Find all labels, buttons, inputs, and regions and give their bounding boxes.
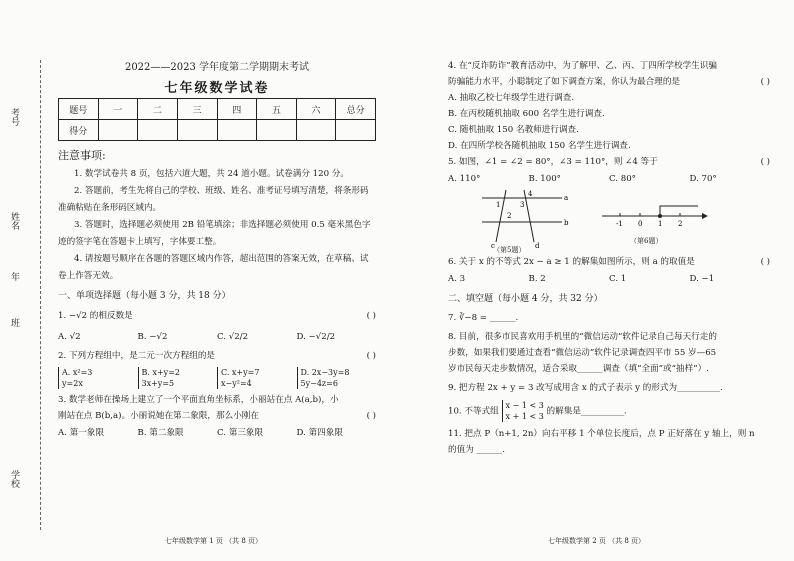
q3-options bbox=[58, 424, 376, 442]
q6-option: C. 1 bbox=[609, 274, 627, 284]
side-label-grade: 年 bbox=[9, 272, 19, 281]
q2-option bbox=[58, 367, 138, 389]
notes-title: 注意事项: bbox=[58, 149, 106, 162]
footer-left: 七年级数学第 1 页 （共 8 页） bbox=[165, 537, 263, 545]
eq-line: A. x²=3 bbox=[62, 368, 93, 377]
q3-answer-paren: ( ) bbox=[366, 411, 376, 421]
q5-option: A. 110° bbox=[448, 174, 481, 184]
note-item: 3. 答题时，选择题必须使用 2B 铅笔填涂；非选择题必须使用 0.5 毫米黑色字迹的签字笔在答题卡上填写，字体要工整。 bbox=[58, 220, 371, 247]
eq-line: 5y−4z=6 bbox=[300, 379, 338, 388]
score-blank[interactable] bbox=[257, 120, 297, 141]
q3-option: A. 第一象限 bbox=[58, 428, 105, 438]
tick-label: 0 bbox=[638, 220, 643, 228]
score-cell: 六 bbox=[296, 99, 336, 120]
q1-option: D. −√2/2 bbox=[296, 332, 336, 342]
question-7: 7. ∛−8 = ______. bbox=[448, 313, 519, 323]
solution-ray bbox=[660, 206, 698, 216]
score-cell: 二 bbox=[138, 99, 178, 120]
q4-option: D. 在四所学校各随机抽取 150 名学生进行调查. bbox=[448, 141, 631, 151]
eq-line: 3x+y=5 bbox=[141, 379, 175, 388]
q1-option: B. −√2 bbox=[137, 332, 168, 342]
q8-line3: 岁市民每天走步数情况，适合采取______调查（填“全面”或“抽样”）. bbox=[448, 364, 709, 374]
score-blank[interactable] bbox=[138, 120, 178, 141]
exam-heading: 2022——2023 学年度第二学期期末考试 bbox=[124, 62, 310, 73]
q4-option: A. 抽取乙校七年级学生进行调查. bbox=[448, 93, 575, 103]
q3-stem-line1: 3. 数学老师在操场上建立了一个平面直角坐标系，小丽站在点 A(a,b)，小 bbox=[58, 395, 339, 405]
question-4 bbox=[448, 74, 770, 90]
q3-option: C. 第三象限 bbox=[217, 428, 264, 438]
tick-label: -1 bbox=[616, 220, 623, 228]
q5-stem: 5. 如图，∠1 = ∠2 = 80°，∠3 = 110°，则 ∠4 等于 bbox=[448, 157, 658, 167]
q6-stem: 6. 关于 x 的不等式 2x − a ≥ 1 的解集如图所示，则 a 的取值是 bbox=[448, 257, 695, 267]
q6-answer-paren: ( ) bbox=[760, 257, 770, 267]
score-cell: 四 bbox=[217, 99, 257, 120]
eq-line: C. x+y=7 bbox=[221, 368, 260, 377]
binding-margin bbox=[0, 0, 52, 561]
label-b: b bbox=[564, 219, 569, 227]
question-3 bbox=[58, 408, 376, 424]
figures-area bbox=[448, 188, 770, 254]
q5-option: B. 100° bbox=[528, 174, 561, 184]
q1-answer-paren: ( ) bbox=[366, 311, 376, 321]
figure-6-numberline bbox=[598, 202, 708, 232]
question-9: 9. 把方程 2x + y = 3 改写成用含 x 的式子表示 y 的形式为__________. bbox=[448, 383, 723, 393]
q6-option: A. 3 bbox=[448, 274, 466, 284]
q2-stem: 2. 下列方程组中，是二元一次方程组的是 bbox=[58, 351, 216, 361]
section-2-title: 二、填空题（每小题 4 分，共 32 分） bbox=[448, 294, 603, 304]
note-item: 4. 请按题号顺序在各题的答题区域内作答，超出范围的答案无效，在草稿、试卷上作答无效。 bbox=[58, 254, 369, 281]
eq-line: B. x+y=2 bbox=[141, 368, 180, 377]
label-a: a bbox=[564, 194, 569, 202]
score-blank[interactable] bbox=[177, 120, 217, 141]
score-blank[interactable] bbox=[296, 120, 336, 141]
label-d: d bbox=[535, 242, 540, 250]
figure-6-caption: （第6题） bbox=[630, 237, 663, 245]
q4-stem-line1: 4. 在“反诈防诈”教育活动中，为了解甲、乙、丙、丁四所学校学生识骗 bbox=[448, 61, 717, 71]
q2-answer-paren: ( ) bbox=[366, 351, 376, 361]
q11-line1: 11. 把点 P（n+1, 2n）向右平移 1 个单位长度后，点 P 正好落在 y 轴上，则 n bbox=[448, 429, 755, 439]
axis-arrow bbox=[702, 213, 708, 219]
score-cell: 题号 bbox=[59, 99, 99, 120]
score-row-header bbox=[59, 99, 376, 120]
question-10 bbox=[448, 400, 770, 422]
q5-answer-paren: ( ) bbox=[760, 157, 770, 167]
q11-line2: 的值为 ______. bbox=[448, 445, 506, 455]
q4-option: B. 在丙校随机抽取 600 名学生进行调查. bbox=[448, 109, 605, 119]
q3-option: D. 第四象限 bbox=[296, 428, 343, 438]
q5-option: D. 70° bbox=[689, 174, 717, 184]
question-5 bbox=[448, 154, 770, 170]
note-item: 2. 答题前，考生先将自己的学校、班级、姓名、准考证号填写清楚，将条形码准确粘贴在条形码区域内。 bbox=[58, 186, 369, 213]
angle-1: 1 bbox=[496, 201, 501, 209]
score-cell: 五 bbox=[257, 99, 297, 120]
q1-option: A. √2 bbox=[58, 332, 81, 342]
note-item: 1. 数学试卷共 8 页，包括六道大题，共 24 道小题。试卷满分 120 分。 bbox=[74, 169, 349, 179]
score-blank[interactable] bbox=[217, 120, 257, 141]
score-cell: 一 bbox=[98, 99, 138, 120]
q10-pre: 10. 不等式组 bbox=[448, 406, 499, 417]
inequality-system bbox=[502, 400, 544, 422]
score-table bbox=[58, 98, 376, 141]
score-cell: 总分 bbox=[336, 99, 376, 120]
q3-stem-line2: 刚站在点 B(b,a)。小丽说她在第二象限，那么小刚在 bbox=[58, 411, 259, 421]
side-label-class: 班 bbox=[9, 318, 19, 327]
q6-option: D. −1 bbox=[689, 274, 715, 284]
tick-label: 1 bbox=[658, 220, 663, 228]
q4-option: C. 随机抽取 150 名教师进行调查. bbox=[448, 125, 579, 135]
equation-system bbox=[58, 367, 92, 389]
score-cell: 得分 bbox=[59, 120, 99, 141]
q5-option: C. 80° bbox=[609, 174, 636, 184]
equation-system bbox=[217, 367, 259, 389]
figure-5-caption: （第5题） bbox=[493, 246, 526, 254]
eq-line: D. 2x−3y=8 bbox=[300, 368, 350, 377]
angle-2: 2 bbox=[507, 212, 512, 220]
q6-options bbox=[448, 270, 770, 288]
angle-3: 3 bbox=[520, 201, 525, 209]
ineq-line: x − 1 < 3 bbox=[505, 401, 544, 410]
label-c: c bbox=[491, 242, 495, 250]
question-6 bbox=[448, 254, 770, 270]
footer-right: 七年级数学第 2 页 （共 8 页） bbox=[548, 537, 646, 545]
angle-4: 4 bbox=[528, 190, 533, 198]
q4-stem-line2: 防骗能力水平，小聪制定了如下调查方案，你认为最合理的是 bbox=[448, 77, 681, 87]
eq-line: x−y²=4 bbox=[221, 379, 252, 388]
q8-line1: 8. 目前，很多市民喜欢用手机里的“微信运动”软件记录自己每天行走的 bbox=[448, 332, 717, 342]
score-cell: 三 bbox=[177, 99, 217, 120]
equation-system bbox=[138, 367, 181, 389]
right-column bbox=[448, 58, 770, 458]
side-label-name: 姓名 bbox=[9, 212, 19, 230]
score-blank[interactable] bbox=[98, 120, 138, 141]
q8-line2: 步数，如果我们要通过查看“微信运动”软件记录调查四平市 55 岁—65 bbox=[448, 348, 717, 358]
side-label-id: 考号 bbox=[9, 108, 19, 126]
q1-options bbox=[58, 328, 376, 346]
left-column bbox=[58, 58, 376, 442]
q6-option: B. 2 bbox=[528, 274, 546, 284]
question-2 bbox=[58, 348, 376, 364]
question-1 bbox=[58, 308, 376, 324]
q1-stem: 1. −√2 的相反数是 bbox=[58, 311, 133, 321]
section-1-title: 一、单项选择题（每小题 3 分，共 18 分） bbox=[58, 291, 231, 301]
exam-title: 七年级数学试卷 bbox=[164, 81, 270, 96]
q2-options bbox=[58, 367, 376, 389]
q5-options bbox=[448, 170, 770, 188]
binding-line bbox=[40, 60, 41, 530]
ineq-line: x + 1 < 3 bbox=[505, 412, 544, 421]
q2-option bbox=[297, 367, 377, 389]
q2-option bbox=[138, 367, 218, 389]
tick-label: 2 bbox=[678, 220, 683, 228]
q4-answer-paren: ( ) bbox=[760, 77, 770, 87]
equation-system bbox=[297, 367, 350, 389]
q10-post: 的解集是__________. bbox=[546, 406, 627, 417]
q3-option: B. 第二象限 bbox=[137, 428, 184, 438]
side-label-school: 学校 bbox=[9, 470, 19, 488]
score-blank[interactable] bbox=[336, 120, 376, 141]
eq-line: y=2x bbox=[62, 379, 83, 388]
q1-option: C. √2/2 bbox=[217, 332, 249, 342]
q2-option bbox=[217, 367, 297, 389]
score-row-score bbox=[59, 120, 376, 141]
